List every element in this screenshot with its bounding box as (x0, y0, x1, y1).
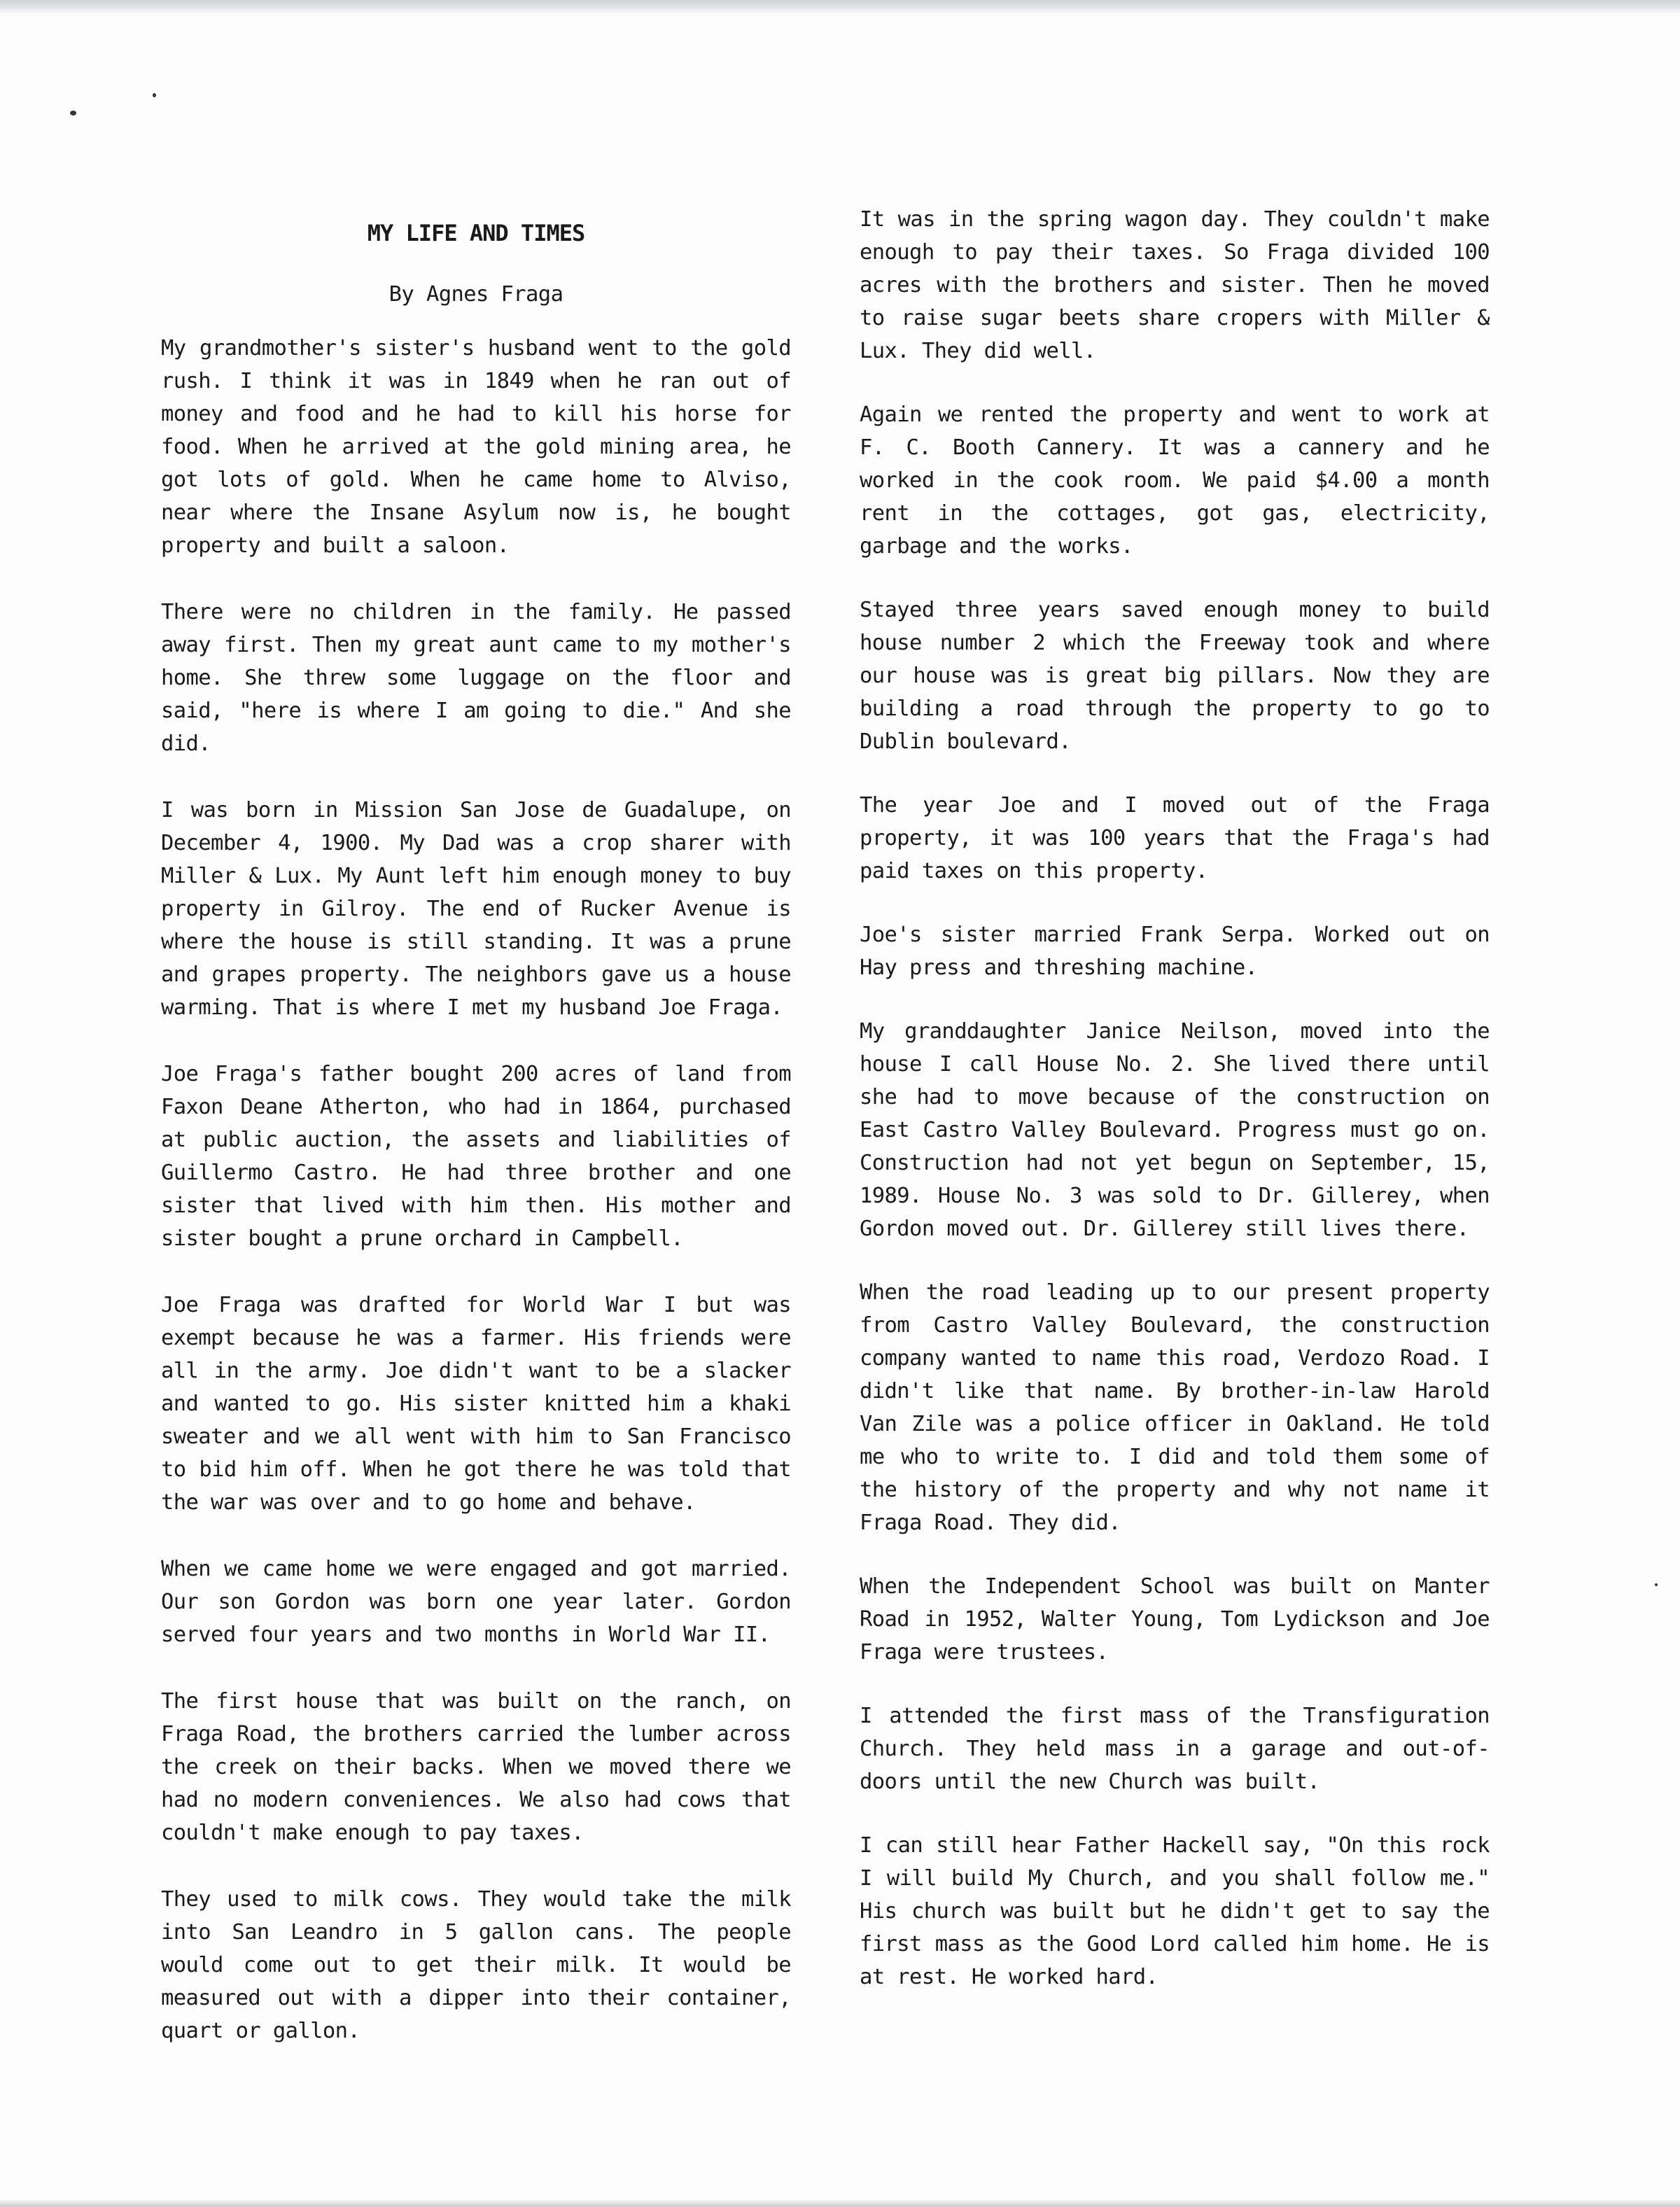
paragraph: When the road leading up to our present property from Castro Valley Boulevard, the construction company wanted to name this road, Verdozo Road. I didn't like that name. By brother-in-law Harold Van Zile was a police officer in Oakland. He told me who to write to. I did and told them some of the history of the property and why not name it Fraga Road. They did. (860, 1280, 1490, 1535)
byline: By Agnes Fraga (388, 282, 564, 307)
paragraph: I can still hear Father Hackell say, "On this rock I will build My Church, and you shall follow me." His church was built but he didn't get to say the first mass as the Good Lord called him home. He is at rest. He worked hard. (860, 1833, 1490, 1989)
paragraph: Stayed three years saved enough money to build house number 2 which the Freeway took and where our house was is great big pillars. Now they are building a road through the property to go to Dublin boulevard. (860, 598, 1490, 754)
paragraph: When the Independent School was built on Manter Road in 1952, Walter Young, Tom Lydickson and Joe Fraga were trustees. (860, 1574, 1490, 1665)
paragraph: There were no children in the family. He passed away first. Then my great aunt came to my mother's home. She threw some luggage on the floor and said, "here is where I am going to die." And she did. (161, 600, 791, 756)
scan-top-edge (0, 0, 1680, 13)
paragraph: My grandmother's sister's husband went to the gold rush. I think it was in 1849 when he ran out of money and food and he had to kill his horse for food. When he arrived at the gold mining area, he got lots of gold. When he came home to Alviso, near where the Insane Asylum now is, he bought property and built a saloon. (161, 336, 791, 558)
paragraph: It was in the spring wagon day. They couldn't make enough to pay their taxes. So Fraga divided 100 acres with the brothers and sister. Then he moved to raise sugar beets share cropers with Miller & Lux. They did well. (860, 207, 1490, 363)
scan-speck (153, 93, 156, 97)
scan-speck (1655, 1583, 1658, 1586)
scan-speck (70, 111, 76, 115)
paragraph: My granddaughter Janice Neilson, moved into the house I call House No. 2. She lived there until she had to move because of the construction on East Castro Valley Boulevard. Progress must go on. Construction had not yet begun on September, 15, 1989. House No. 3 was sold to Dr. Gillerey, when Gordon moved out. Dr. Gillerey still lives there. (860, 1019, 1490, 1241)
scan-bottom-edge (0, 2200, 1680, 2207)
paragraph: Joe's sister married Frank Serpa. Worked out on Hay press and threshing machine. (860, 923, 1490, 980)
paragraph: Joe Fraga was drafted for World War I but was exempt because he was a farmer. His friends were all in the army. Joe didn't want to be a slacker and wanted to go. His sister knitted him a khaki sweater and we all went with him to San Francisco to bid him off. When he got there he was told that the war was over and to go home and behave. (161, 1293, 791, 1515)
right-column (860, 203, 1490, 2024)
page-title: MY LIFE AND TIMES (367, 220, 585, 246)
paragraph: I attended the first mass of the Transfiguration Church. They held mass in a garage and out-of-doors until the new Church was built. (860, 1704, 1490, 1794)
paragraph: Joe Fraga's father bought 200 acres of land from Faxon Deane Atherton, who had in 1864, purchased at public auction, the assets and liabilities of Guillermo Castro. He had three brother and one sister that lived with him then. His mother and sister bought a prune orchard in Campbell. (161, 1062, 791, 1251)
paragraph: The year Joe and I moved out of the Fraga property, it was 100 years that the Fraga's had paid taxes on this property. (860, 793, 1490, 883)
paragraph: They used to milk cows. They would take the milk into San Leandro in 5 gallon cans. The people would come out to get their milk. It would be measured out with a dipper into their container, quart or gallon. (161, 1887, 791, 2043)
paragraph: Again we rented the property and went to work at F. C. Booth Cannery. It was a cannery and he worked in the cook room. We paid $4.00 a month rent in the cottages, got gas, electricity, garbage and the works. (860, 402, 1490, 559)
paragraph: I was born in Mission San Jose de Guadalupe, on December 4, 1900. My Dad was a crop sharer with Miller & Lux. My Aunt left him enough money to buy property in Gilroy. The end of Rucker Avenue is where the house is still standing. It was a prune and grapes property. The neighbors gave us a house warming. That is where I met my husband Joe Fraga. (161, 798, 791, 1020)
paragraph: The first house that was built on the ranch, on Fraga Road, the brothers carried the lumber across the creek on their backs. When we moved there we had no modern conveniences. We also had cows that couldn't make enough to pay taxes. (161, 1689, 791, 1845)
paragraph: When we came home we were engaged and got married. Our son Gordon was born one year later. Gordon served four years and two months in World War II. (161, 1557, 791, 1647)
left-column (161, 203, 791, 2081)
